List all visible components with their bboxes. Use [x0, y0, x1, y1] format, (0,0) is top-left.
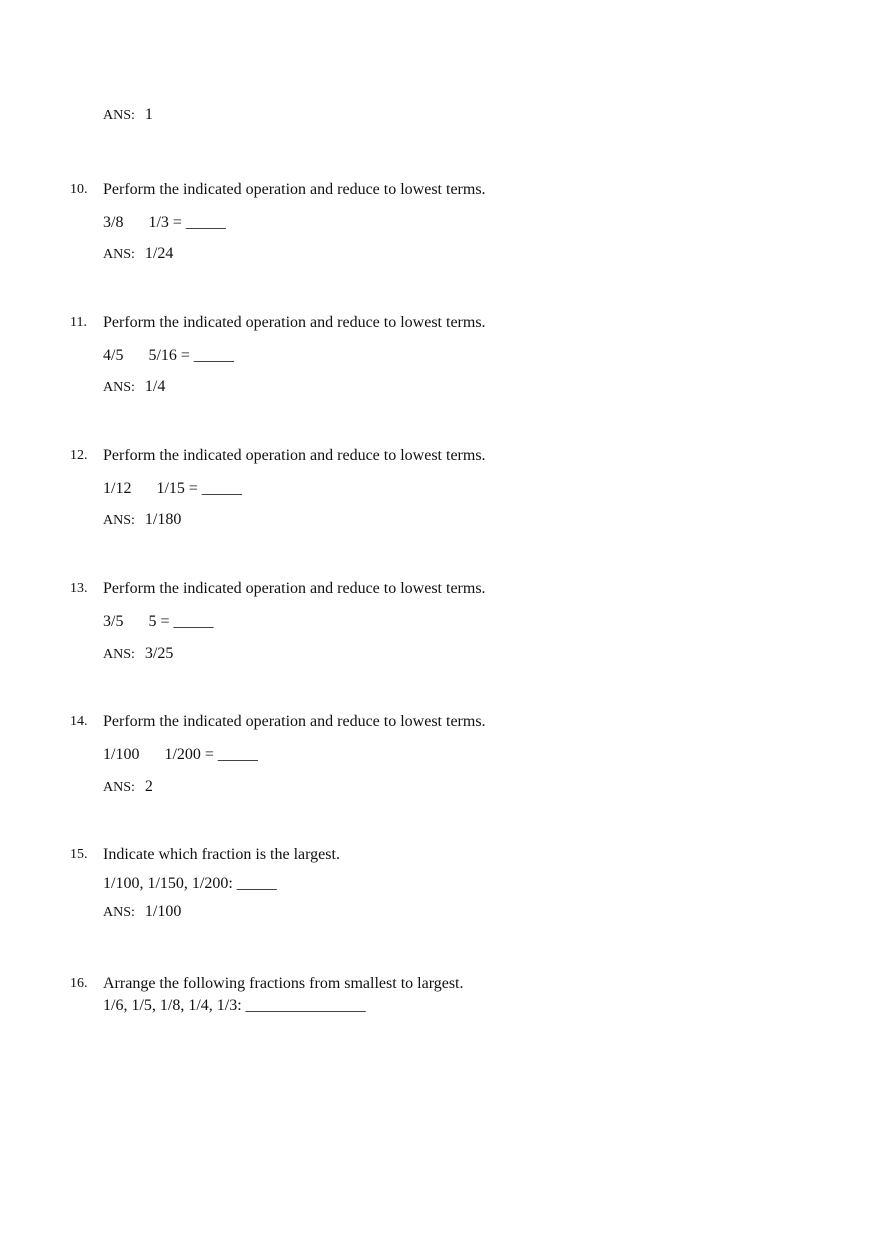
answer-blank: _____: [193, 347, 234, 364]
answer-line: [103, 778, 153, 796]
answer-blank: _____: [236, 875, 277, 892]
question-number: 13.: [70, 581, 88, 596]
answer-label: ANS:: [103, 513, 135, 528]
question-prompt: Perform the indicated operation and reduce to lowest terms.: [103, 181, 486, 198]
operand-a: 1/12: [103, 480, 132, 497]
answer-label: ANS:: [103, 780, 135, 795]
question-prompt: Perform the indicated operation and reduce to lowest terms.: [103, 314, 486, 331]
answer-blank: _____: [201, 480, 242, 497]
question-expression: [103, 480, 242, 498]
question-expression: [103, 613, 213, 631]
answer-line: [103, 511, 181, 529]
question-number: 11.: [70, 315, 87, 330]
question-prompt: Perform the indicated operation and reduce to lowest terms.: [103, 713, 486, 730]
answer-line: [103, 903, 181, 921]
answer-line: [103, 645, 173, 663]
operand-b: 1/3 =: [148, 214, 182, 231]
question-expression: [103, 997, 366, 1015]
answer-blank: _______________: [245, 997, 366, 1014]
answer-label: ANS:: [103, 247, 135, 262]
question-expression: [103, 214, 226, 232]
question-expression: [103, 347, 234, 365]
fraction-list: 1/6, 1/5, 1/8, 1/4, 1/3:: [103, 997, 242, 1014]
answer-value: 1/180: [144, 511, 182, 528]
answer-line: [103, 378, 165, 396]
answer-label: ANS:: [103, 108, 135, 123]
top-answer: [103, 106, 153, 124]
answer-value: 1/100: [144, 903, 182, 920]
question-number: 15.: [70, 847, 88, 862]
question-prompt: Indicate which fraction is the largest.: [103, 846, 340, 863]
question-expression: [103, 746, 258, 764]
question-expression: [103, 875, 277, 893]
operand-b: 5 =: [148, 613, 170, 630]
answer-label: ANS:: [103, 380, 135, 395]
answer-blank: _____: [173, 613, 214, 630]
answer-blank: _____: [185, 214, 226, 231]
operand-b: 1/15 =: [156, 480, 198, 497]
operand-b: 5/16 =: [148, 347, 190, 364]
fraction-list: 1/100, 1/150, 1/200:: [103, 875, 233, 892]
question-prompt: Perform the indicated operation and reduce to lowest terms.: [103, 447, 486, 464]
question-number: 12.: [70, 448, 88, 463]
answer-label: ANS:: [103, 647, 135, 662]
question-number: 14.: [70, 714, 88, 729]
answer-line: [103, 245, 173, 263]
operand-a: 4/5: [103, 347, 124, 364]
question-prompt: Perform the indicated operation and reduce to lowest terms.: [103, 580, 486, 597]
answer-value: 2: [144, 778, 153, 795]
answer-value: 1/24: [144, 245, 174, 262]
answer-blank: _____: [217, 746, 258, 763]
answer-value: 3/25: [144, 645, 174, 662]
answer-value: 1: [144, 106, 153, 123]
question-number: 16.: [70, 976, 88, 991]
operand-a: 3/5: [103, 613, 124, 630]
operand-a: 1/100: [103, 746, 140, 763]
operand-b: 1/200 =: [164, 746, 214, 763]
question-prompt: Arrange the following fractions from smallest to largest.: [103, 975, 464, 992]
answer-label: ANS:: [103, 905, 135, 920]
operand-a: 3/8: [103, 214, 124, 231]
answer-value: 1/4: [144, 378, 166, 395]
question-number: 10.: [70, 182, 88, 197]
